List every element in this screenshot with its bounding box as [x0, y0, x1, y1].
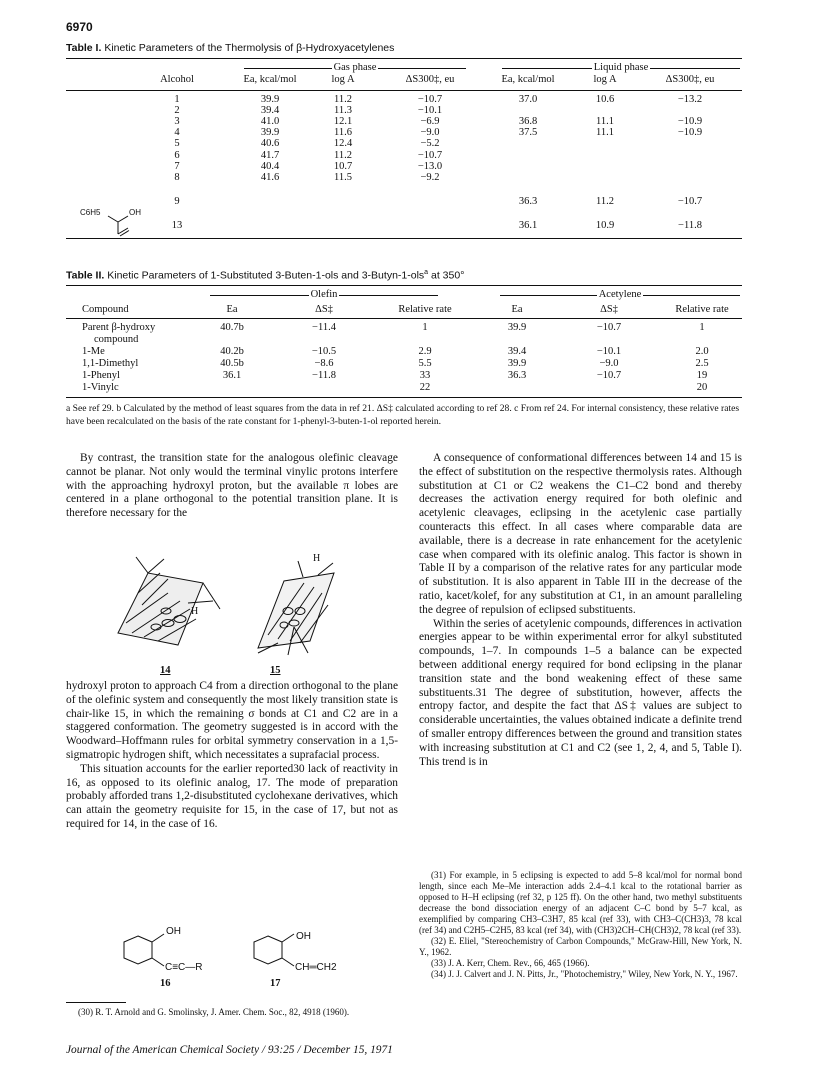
table2-title: Table II. Kinetic Parameters of 1-Substituted 3-Buten-1-ols and 3-Butyn-1-ols$^a$ at 350° [66, 269, 465, 282]
table1-cell: 36.3 [518, 196, 538, 207]
table1-label: Table I. [66, 42, 102, 54]
table2-header-4: Ea [511, 304, 523, 315]
table1-cell: 2 [174, 105, 180, 117]
ref-31: (31) For example, in 5 eclipsing is expected to add 5–8 kcal/mol for normal bond length, since each Me–Me interaction adds 2.4–4.1 kcal to the rotational barrier as opposed to H–H eclipsing (ref 32, p 125 ff). On the other hand, two methyl substituents decrease the bond dissociation energy of an adjacent C–C bond by 5–7 kcal, as exemplified by comparing CH3–C3H7, 85 kcal (ref 33), with CH3–C(CH3)3, 78 kcal (ref 34) and C2H5–C2H5, 83 kcal (ref 34), with (CH3)2CH–CH(CH3)2, 78 kcal (ref 33). [419, 870, 742, 935]
table2-cell: 5.5 [418, 358, 432, 369]
figure-label-15: 15 [270, 665, 281, 676]
table2-cell: 1 [422, 322, 428, 333]
table1-header-4: Ea, kcal/mol [501, 74, 555, 85]
table1-cell: 41.7 [260, 149, 280, 161]
table2-cell: −9.0 [599, 358, 619, 369]
table2-title-suffix: at 350° [431, 269, 465, 282]
table2-cell: 20 [696, 382, 708, 393]
table2-cell: 40.7b [220, 322, 244, 333]
table2-cell: 2.5 [695, 358, 709, 369]
table1-cell: 37.0 [518, 94, 538, 105]
left-column-bottom [66, 680, 398, 832]
table1-cell: 11.2 [596, 196, 614, 207]
table1-cell: −13.2 [677, 94, 703, 105]
table1-cell: 40.4 [260, 160, 280, 172]
table2-compound: compound [94, 334, 139, 345]
table2-cell: −11.8 [312, 370, 336, 381]
table2-label: Table II. [66, 269, 105, 282]
left-paragraph-1: By contrast, the transition state for the analogous olefinic cleavage cannot be planar. Not only would the terminal vinylic protons interfere with the approaching hydroxyl proton, but the available π lobes are centered in a plane orthogonal to the potential transition plane. It is therefore necessary for the [66, 452, 398, 520]
table1-cell: −10.9 [677, 116, 703, 128]
table1-group-gas: Gas phase [244, 62, 466, 73]
table1-cell: 41.6 [260, 171, 280, 183]
table2-compound: Parent β-hydroxy [82, 322, 156, 333]
table1-cell: 11.1 [596, 127, 614, 139]
ref-32: (32) E. Eliel, "Stereochemistry of Carbon Compounds," McGraw-Hill, New York, N. Y., 1962. [419, 936, 742, 957]
table2-cell: 40.2b [220, 346, 244, 357]
table2-top-rule [66, 285, 742, 286]
table1-header-0: Alcohol [160, 74, 194, 85]
table2-header-0: Compound [82, 304, 129, 315]
ref-33: (33) J. A. Kerr, Chem. Rev., 66, 465 (1966). [431, 958, 590, 968]
table1-cell: −10.7 [677, 196, 703, 207]
table1-cell: 41.0 [260, 116, 280, 128]
table1-bottom-rule [66, 238, 742, 239]
table1-cell: −6.9 [420, 116, 440, 128]
label-17: 17 [270, 978, 281, 989]
figure-label-14: 14 [160, 665, 171, 676]
right-references [419, 870, 742, 980]
table2-cell: 39.9 [507, 358, 527, 369]
table1-cell: −9.2 [420, 171, 440, 183]
table2-header-2: ΔS‡ [315, 304, 333, 315]
structure-16-oh: OH [166, 926, 181, 937]
table2-cell: −10.1 [596, 346, 622, 357]
table1-top-rule [66, 58, 742, 59]
table1-cell: 13 [171, 220, 183, 231]
journal-footer: Journal of the American Chemical Society / 93:25 / December 15, 1971 [66, 1044, 393, 1056]
structure-17-oh: OH [296, 931, 311, 942]
table1-cell: 11.6 [334, 127, 352, 139]
table1-header-1: Ea, kcal/mol [243, 74, 297, 85]
table1-cell: 7 [174, 160, 180, 172]
table2-cell: −8.6 [314, 358, 334, 369]
table1-header-3: ΔS300‡, eu [405, 74, 455, 85]
table2-cell: 33 [419, 370, 431, 381]
table1-cell: −13.0 [417, 160, 443, 172]
table2-cell: 1 [699, 322, 705, 333]
table1-group-liquid: Liquid phase [502, 62, 740, 73]
table1-title-text: Kinetic Parameters of the Thermolysis of β-Hydroxyacetylenes [104, 42, 395, 54]
table1-cell: 39.4 [260, 105, 280, 117]
table1-cell: 6 [174, 149, 180, 161]
left-column-top [66, 452, 398, 521]
table1-cell: 8 [174, 171, 180, 183]
table1-cell: 11.3 [334, 105, 352, 117]
table1-header-2: log A [331, 74, 355, 85]
left-paragraph-2: hydroxyl proton to approach C4 from a direction orthogonal to the plane of the olefinic system and consequently the most likely transition state is chair-like 15, in which the remaining σ bonds at C1 and C2 are in a staggered conformation. The geometry suggested is in accord with the Woodward–Hoffmann rules for orbital symmetry conservation in a 1,5-sigmatropic hydrogen shift, which necessitates a suprafacial process. [66, 680, 398, 761]
left-references [66, 1007, 398, 1018]
table1-cell: 10.7 [333, 160, 353, 172]
table1-cell: 10.9 [595, 220, 615, 231]
table1-cell: 36.1 [518, 220, 538, 231]
table1-structure-c6h5: C6H5 [80, 208, 101, 217]
table1-cell: −10.9 [677, 127, 703, 139]
right-column [419, 452, 742, 769]
table1-cell: 36.8 [518, 116, 538, 128]
table2-cell: −10.5 [311, 346, 337, 357]
figure-h-label-15: H [313, 553, 321, 564]
table2-cell: 22 [419, 382, 431, 393]
table1-cell: 12.4 [333, 138, 353, 150]
table1-cell: −10.1 [417, 105, 443, 117]
table1-cell: 10.6 [595, 94, 615, 105]
page-number: 6970 [66, 20, 93, 34]
table2-cell: 36.1 [222, 370, 242, 381]
table1-header-5: log A [593, 74, 617, 85]
table1-cell: 1 [174, 94, 180, 105]
table1-cell: 5 [174, 138, 180, 150]
table2-cell: 40.5b [220, 358, 244, 369]
table1-cell: 40.6 [260, 138, 280, 150]
table1-header-6: ΔS300‡, eu [665, 74, 715, 85]
table2-cell: 39.4 [507, 346, 527, 357]
table1-header-rule [66, 90, 742, 91]
right-paragraph-1: A consequence of conformational differences between 14 and 15 is the effect of substitution on the respective thermolysis rates. Although substitution at C1 or C2 weakens the C1–C2 bond and thereby decreases the activation energy required for both olefinic and acetylenic cleavages, eclipsing in the acetylenic case partially counteracts this effect. In all cases where comparable data are available, there is a decrease in rate enhancement for the acetylenic case when compared with its olefinic analog. This factor is shown in Table II by a comparison of the relative rates for any particular mode of substitution. It is also apparent in Table III in the decrease of the ratio, kacet/kolef, for any substitution at C1, in an amount paralleling the degree of repulsion of eclipsed substituents. [419, 452, 742, 616]
table1-cell: 39.9 [260, 94, 280, 105]
figure-h-label-14: H [191, 606, 199, 617]
table1-cell: −5.2 [420, 138, 440, 150]
right-paragraph-2: Within the series of acetylenic compounds, differences in activation energies appear to be within experimental error for alkyl substituted compounds, 1–7. In compounds 1–5 a balance can be expected between additional energy required for bond eclipsing in the planar transition state and the bond weakening effect of these same substituents.31 The degree of substitution, however, affects the entropy factor, and despite the fact that ΔS‡ values are subject to considerable uncertainties, the values obtained indicate a definite trend of smaller entropy differences between the ground and transition states with increasing substitution at C1 and C2 (see 1, 2, 4, and 5, Table I). This trend is in [419, 617, 742, 768]
table2-header-5: ΔS‡ [600, 304, 618, 315]
left-paragraph-3: This situation accounts for the earlier reported30 lack of reactivity in 16, as opposed to its olefinic analog, 17. The mode of preparation probably afforded trans 1,2-disubstituted cyclohexane derivatives, which can attain the geometry requisite for 15, in the case of 17, but not as required for 14, in the case of 16. [66, 762, 398, 830]
table2-footnote: a See ref 29. b Calculated by the method of least squares from the data in ref 21. ΔS‡ calculated according to ref 28. c From ref 24. For internal consistency, these relative rates have been recalculated on the basis of the rate constant for 1-phenyl-3-buten-1-ol reported herein. [66, 403, 740, 427]
table2-cell: 39.9 [507, 322, 527, 333]
table2-cell: −10.7 [596, 322, 622, 333]
table1-cell: 9 [174, 196, 180, 207]
table1-structure-oh: OH [129, 208, 141, 217]
table1-cell: −11.8 [678, 220, 702, 231]
table1-cell: 37.5 [518, 127, 538, 139]
ref-34: (34) J. J. Calvert and J. N. Pitts, Jr., "Photochemistry," Wiley, New York, N. Y., 1967. [431, 969, 738, 979]
table1-cell: −10.7 [417, 149, 443, 161]
table1-title [66, 42, 394, 54]
left-footnote-rule [66, 1002, 126, 1003]
table2-cell: 2.9 [418, 346, 432, 357]
table1-cell: 4 [174, 127, 180, 139]
table2-cell: −11.4 [312, 322, 336, 333]
table1-cell: −10.7 [417, 94, 443, 105]
label-16: 16 [160, 978, 171, 989]
ref-30: (30) R. T. Arnold and G. Smolinsky, J. Amer. Chem. Soc., 82, 4918 (1960). [78, 1007, 350, 1017]
table2-cell: 36.3 [507, 370, 527, 381]
table2-cell: −10.7 [596, 370, 622, 381]
table2-cell: 2.0 [695, 346, 709, 357]
figure-transition-states [108, 553, 358, 671]
table2-compound: 1-Vinylc [82, 382, 119, 393]
table2-title-text: Kinetic Parameters of 1-Substituted 3-Buten-1-ols and 3-Butyn-1-ols [107, 269, 425, 282]
table1-cell: 11.5 [334, 171, 352, 183]
table2-header-rule [66, 318, 742, 319]
table1-cell: 11.2 [334, 149, 352, 161]
table2-group-acetylene: Acetylene [500, 289, 740, 300]
table1-cell: 12.1 [333, 116, 353, 128]
table1-cell: 3 [174, 116, 180, 128]
table2-header-3: Relative rate [398, 304, 452, 315]
table1-cell: 11.2 [334, 94, 352, 105]
table1-cell: −9.0 [420, 127, 440, 139]
table1-cell: 39.9 [260, 127, 280, 139]
table2-bottom-rule [66, 397, 742, 398]
table2-compound: 1-Phenyl [82, 370, 120, 381]
table2-header-6: Relative rate [675, 304, 729, 315]
structure-17-chain: CH═CH2 [295, 962, 337, 973]
table2-group-olefin: Olefin [210, 289, 438, 300]
table1-cell: 11.1 [596, 116, 614, 128]
table2-compound: 1,1-Dimethyl [82, 358, 139, 369]
structure-16-chain: C≡C—R [165, 962, 203, 973]
table2-header-1: Ea [226, 304, 238, 315]
table2-compound: 1-Me [82, 346, 105, 357]
table2-cell: 19 [696, 370, 708, 381]
